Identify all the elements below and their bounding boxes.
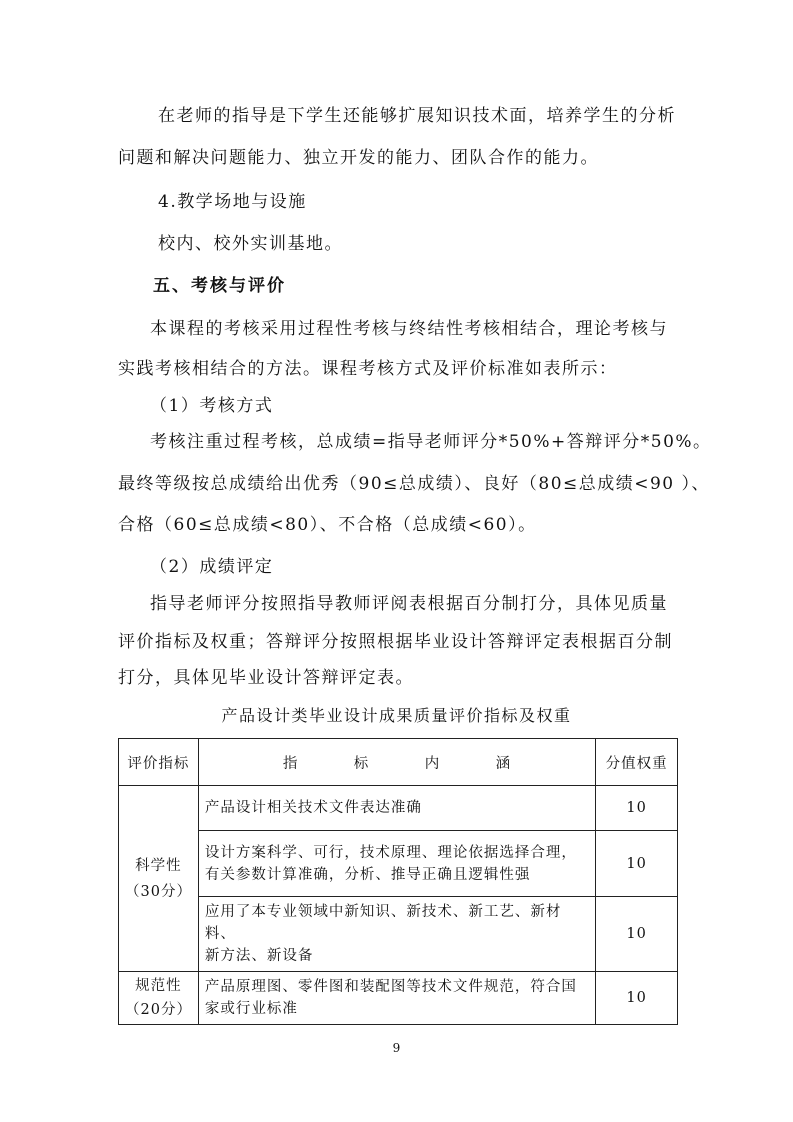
group-name: 科学性 xyxy=(135,857,182,874)
text-line: 指导老师评分按照指导教师评阅表根据百分制打分，具体见质量 xyxy=(150,594,668,614)
content-line: 家或行业标准 xyxy=(204,1001,298,1017)
item-heading-venue: 4.教学场地与设施 xyxy=(158,192,307,212)
subheading-grading: （2）成绩评定 xyxy=(150,557,274,577)
weight-cell: 10 xyxy=(596,831,678,897)
group-cell-normative xyxy=(119,972,199,1025)
group-name: 规范性 xyxy=(135,978,182,994)
group-points: （20分） xyxy=(125,1002,192,1018)
header-char: 涵 xyxy=(495,755,512,772)
header-content xyxy=(198,739,595,786)
content-line: 有关参数计算准确，分析、推导正确且逻辑性强 xyxy=(204,866,531,883)
content-line: 产品设计相关技术文件表达准确 xyxy=(204,800,422,816)
weight-cell: 10 xyxy=(596,972,678,1025)
text-line: 问题和解决问题能力、独立开发的能力、团队合作的能力。 xyxy=(118,148,599,168)
header-indicator: 评价指标 xyxy=(119,739,199,786)
text-line: 本课程的考核采用过程性考核与终结性考核相结合，理论考核与 xyxy=(150,319,668,339)
content-line: 产品原理图、零件图和装配图等技术文件规范，符合国 xyxy=(204,979,577,995)
content-line: 设计方案科学、可行，技术原理、理论依据选择合理， xyxy=(204,844,577,861)
content-cell xyxy=(198,831,595,897)
text-line: 考核注重过程考核，总成绩=指导老师评分*50%+答辩评分*50%。 xyxy=(150,432,712,452)
table-row xyxy=(119,972,678,1025)
content-line: 应用了本专业领域中新知识、新技术、新工艺、新材料、 xyxy=(204,904,562,942)
header-weight: 分值权重 xyxy=(596,739,678,786)
header-char: 指 xyxy=(282,755,299,772)
content-cell xyxy=(198,897,595,972)
weight-cell: 10 xyxy=(596,897,678,972)
content-cell xyxy=(198,972,595,1025)
text-line: 校内、校外实训基地。 xyxy=(158,234,343,254)
weight-cell: 10 xyxy=(596,786,678,831)
table-row xyxy=(119,897,678,972)
evaluation-table xyxy=(118,738,678,1025)
content-line: 新方法、新设备 xyxy=(204,948,314,964)
table-row xyxy=(119,831,678,897)
header-char: 内 xyxy=(424,755,441,772)
page-number: 9 xyxy=(392,1041,401,1055)
table-caption: 产品设计类毕业设计成果质量评价指标及权重 xyxy=(221,706,572,725)
text-line: 实践考核相结合的方法。课程考核方式及评价标准如表所示： xyxy=(118,359,618,379)
text-line: 打分，具体见毕业设计答辩评定表。 xyxy=(118,668,414,688)
text-line: 评价指标及权重；答辩评分按照根据毕业设计答辩评定表根据百分制 xyxy=(118,632,673,652)
table-row xyxy=(119,786,678,831)
text-line: 在老师的指导是下学生还能够扩展知识技术面，培养学生的分析 xyxy=(158,106,676,126)
subheading-method: （1）考核方式 xyxy=(150,396,274,416)
group-cell-scientific xyxy=(119,786,199,972)
text-line: 最终等级按总成绩给出优秀（90≤总成绩）、良好（80≤总成绩<90 ）、 xyxy=(118,474,711,494)
text-line: 合格（60≤总成绩<80）、不合格（总成绩<60）。 xyxy=(118,515,537,535)
table-header-row xyxy=(119,739,678,786)
group-points: （30分） xyxy=(125,883,192,900)
section-heading: 五、考核与评价 xyxy=(153,276,286,296)
header-char: 标 xyxy=(353,755,370,772)
content-cell xyxy=(198,786,595,831)
